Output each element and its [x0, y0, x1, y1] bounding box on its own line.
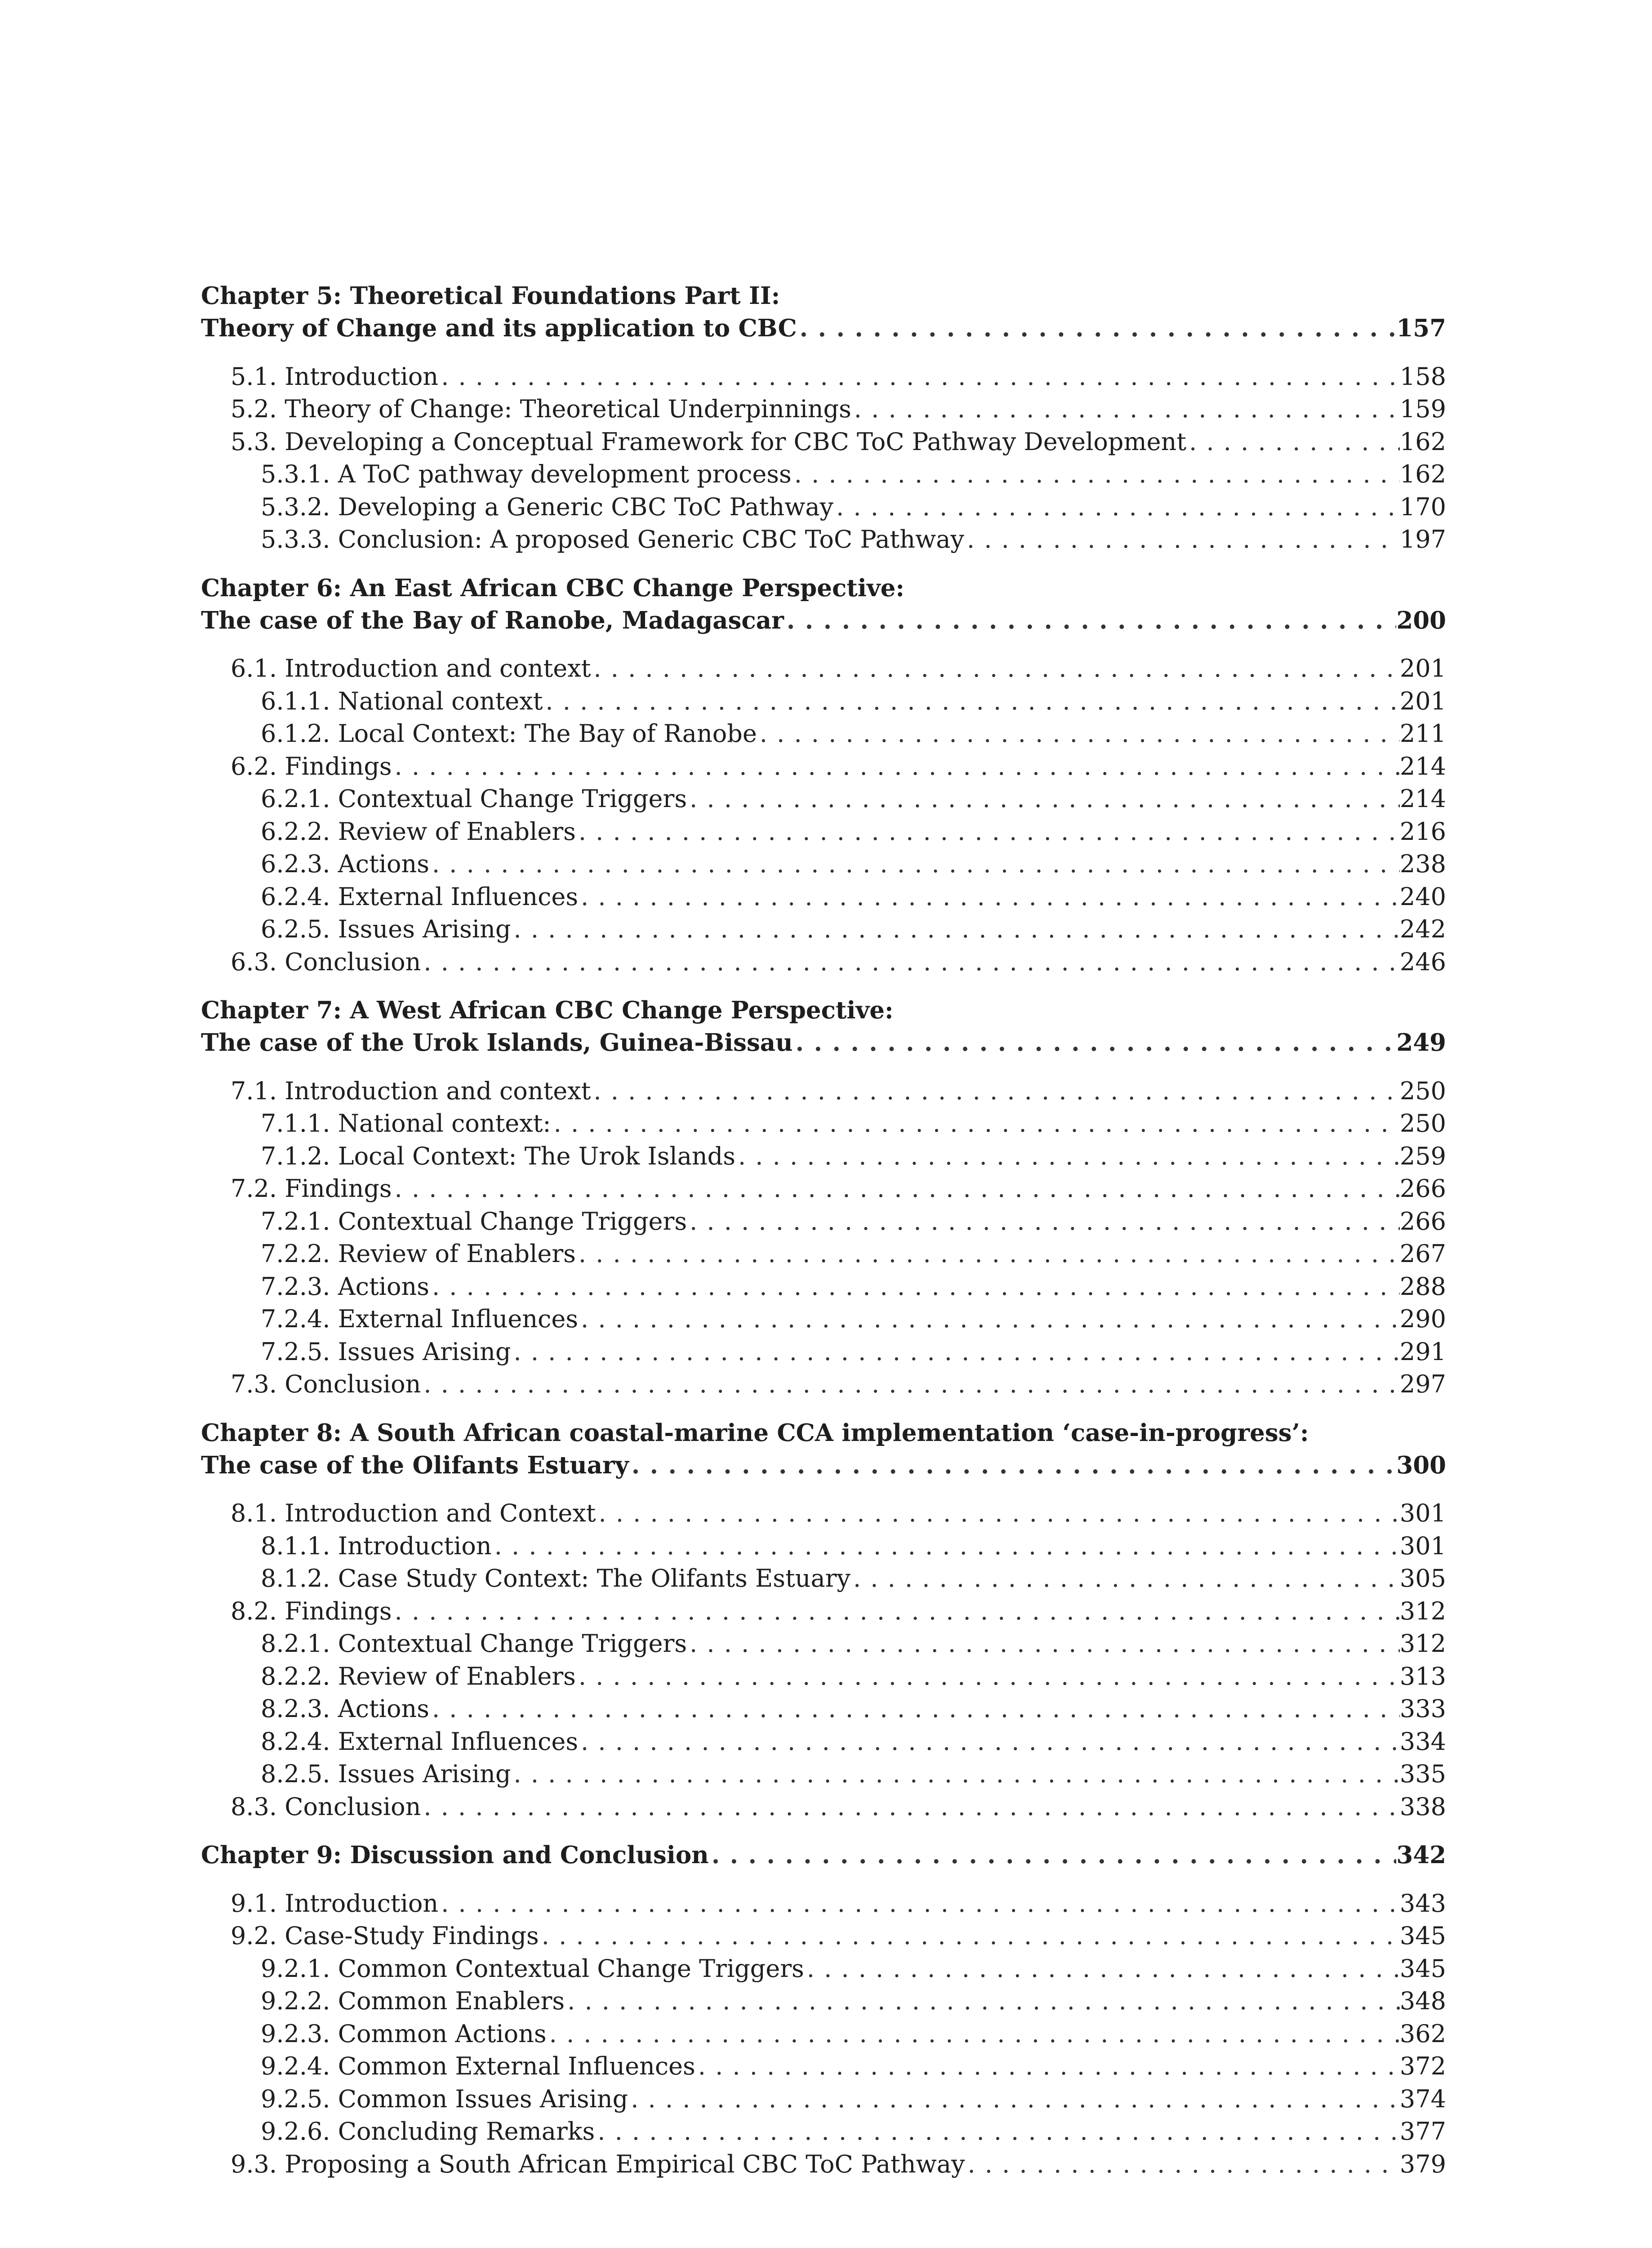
- toc-entry-title: 6.1.2. Local Context: The Bay of Ranobe: [261, 719, 757, 748]
- toc-entry: [261, 1562, 1446, 1595]
- dot-leader: [429, 1271, 1400, 1303]
- toc-entry-title: 7.2.1. Contextual Change Triggers: [261, 1207, 687, 1236]
- dot-leader: [578, 881, 1400, 913]
- toc-entry-title: 8.2.2. Review of Enablers: [261, 1662, 576, 1690]
- toc-entry: [261, 1693, 1446, 1725]
- toc-entry: [261, 2050, 1446, 2083]
- toc-page-number: 297: [1399, 1370, 1446, 1398]
- toc-page-number: 266: [1399, 1174, 1446, 1203]
- toc-chapter-heading: [201, 312, 1446, 344]
- toc-entry: [231, 2148, 1446, 2181]
- toc-entry: [231, 1920, 1446, 1952]
- toc-entry: [261, 491, 1446, 523]
- toc-entry: [261, 1628, 1446, 1660]
- toc-page-number: 362: [1399, 2020, 1446, 2048]
- toc-entry-title: 9.3. Proposing a South African Empirical CBC ToC Pathway: [231, 2150, 965, 2178]
- toc-page-number: 300: [1396, 1451, 1446, 1479]
- dot-leader: [576, 1238, 1400, 1270]
- toc-entry-title: Chapter 9: Discussion and Conclusion: [201, 1841, 709, 1869]
- toc-page-number: 216: [1399, 817, 1446, 846]
- toc-entry-title: Theory of Change and its application to CBC: [201, 314, 797, 342]
- toc-page-number: 377: [1399, 2117, 1446, 2145]
- toc-page-number: 162: [1399, 460, 1446, 488]
- toc-entry-title: 8.2.5. Issues Arising: [261, 1760, 511, 1788]
- toc-entry: [261, 523, 1446, 556]
- toc-entry: [231, 652, 1446, 685]
- toc-entry-title: 8.2.1. Contextual Change Triggers: [261, 1629, 687, 1658]
- toc-page-number: 345: [1399, 1922, 1446, 1950]
- dot-leader: [578, 1303, 1400, 1335]
- toc-entry: [261, 1985, 1446, 2017]
- toc-page-number: 197: [1399, 525, 1446, 553]
- toc-entry: [261, 2083, 1446, 2115]
- dot-leader: [695, 2050, 1400, 2083]
- toc-entry: [231, 1497, 1446, 1530]
- toc-chapter-heading: [201, 604, 1446, 637]
- dot-leader: [429, 848, 1400, 880]
- toc-page-number: 170: [1399, 493, 1446, 521]
- dot-leader: [511, 913, 1400, 946]
- toc-entry-title: 9.2.4. Common External Influences: [261, 2052, 695, 2080]
- dot-leader: [539, 1920, 1400, 1952]
- toc-entry-title: 9.2.2. Common Enablers: [261, 1987, 565, 2015]
- toc-entry: [261, 913, 1446, 946]
- dot-leader: [392, 750, 1400, 783]
- toc-entry: [261, 685, 1446, 718]
- toc-chapter-heading: [201, 280, 1446, 312]
- dot-leader: [576, 816, 1400, 848]
- toc-entry: [261, 1238, 1446, 1270]
- toc-entry-title: 8.2.4. External Influences: [261, 1727, 579, 1756]
- dot-leader: [964, 523, 1400, 556]
- dot-leader: [687, 783, 1400, 815]
- toc-entry: [261, 1107, 1446, 1140]
- toc-entry-title: The case of the Olifants Estuary: [201, 1451, 629, 1479]
- toc-entry-title: 7.2.2. Review of Enablers: [261, 1240, 576, 1268]
- toc-page-number: 338: [1399, 1793, 1446, 1821]
- toc-entry-title: 8.2. Findings: [231, 1597, 392, 1625]
- toc-entry: [231, 750, 1446, 783]
- toc-page-number: 238: [1399, 850, 1446, 878]
- dot-leader: [421, 1791, 1400, 1823]
- toc-entry-title: 8.1.1. Introduction: [261, 1532, 492, 1560]
- dot-leader: [543, 685, 1400, 718]
- toc-entry-title: 5.3.1. A ToC pathway development process: [261, 460, 792, 488]
- toc-entry-title: 6.2.4. External Influences: [261, 883, 579, 911]
- toc-page-number: 240: [1399, 883, 1446, 911]
- toc-page-number: 342: [1396, 1841, 1446, 1869]
- toc-entry: [261, 1205, 1446, 1238]
- toc-page-number: 345: [1399, 1954, 1446, 1983]
- toc-entry-title: 7.2.3. Actions: [261, 1272, 429, 1301]
- toc-entry: [231, 1595, 1446, 1628]
- dot-leader: [629, 1449, 1397, 1481]
- toc-entry-title: 5.3.2. Developing a Generic CBC ToC Pathway: [261, 493, 834, 521]
- toc-page-number: 333: [1399, 1695, 1446, 1723]
- toc-entry-title: 7.2. Findings: [231, 1174, 392, 1203]
- toc-page-number: 242: [1399, 915, 1446, 943]
- toc-page-number: 158: [1399, 362, 1446, 391]
- toc-entry-title: 8.2.3. Actions: [261, 1695, 429, 1723]
- dot-leader: [511, 1336, 1400, 1368]
- toc-entry-title: 9.1. Introduction: [231, 1889, 439, 1918]
- toc-entry: [231, 1791, 1446, 1823]
- dot-leader: [511, 1758, 1400, 1790]
- toc-entry-title: 7.2.5. Issues Arising: [261, 1338, 511, 1366]
- toc-chapter-heading: [201, 1839, 1446, 1871]
- toc-page-number: 250: [1399, 1109, 1446, 1137]
- dot-leader: [392, 1173, 1400, 1205]
- toc-entry: [231, 393, 1446, 425]
- toc-entry: [261, 1271, 1446, 1303]
- dot-leader: [421, 1368, 1400, 1401]
- toc-page-number: 335: [1399, 1760, 1446, 1788]
- toc-entry: [231, 426, 1446, 458]
- toc-page-number: 266: [1399, 1207, 1446, 1236]
- toc-page-number: 211: [1399, 719, 1446, 748]
- toc-entry: [261, 458, 1446, 491]
- toc-entry: [261, 1336, 1446, 1368]
- dot-leader: [804, 1953, 1400, 1985]
- toc-entry-title: 9.2.1. Common Contextual Change Triggers: [261, 1954, 804, 1983]
- dot-leader: [833, 491, 1400, 523]
- toc-entry-title: 9.2.3. Common Actions: [261, 2020, 547, 2048]
- dot-leader: [551, 1107, 1400, 1140]
- dot-leader: [438, 361, 1400, 393]
- toc-entry-title: The case of the Urok Islands, Guinea-Bissau: [201, 1029, 793, 1057]
- toc-entry-title: 5.3.3. Conclusion: A proposed Generic CBC ToC Pathway: [261, 525, 964, 553]
- toc-entry-title: Chapter 7: A West African CBC Change Perspective:: [201, 996, 894, 1024]
- toc-entry: [231, 1368, 1446, 1401]
- toc-page-number: 290: [1399, 1305, 1446, 1333]
- dot-leader: [591, 652, 1400, 685]
- toc-entry: [261, 816, 1446, 848]
- dot-leader: [735, 1140, 1400, 1173]
- toc-chapter-heading: [201, 1026, 1446, 1059]
- toc-page-number: 312: [1399, 1629, 1446, 1658]
- toc-page-number: 200: [1396, 607, 1446, 634]
- toc-entry-title: 9.2.6. Concluding Remarks: [261, 2117, 595, 2145]
- toc-page-number: 288: [1399, 1272, 1446, 1301]
- toc-entry-title: 9.2.5. Common Issues Arising: [261, 2085, 628, 2113]
- toc-page-number: 249: [1396, 1029, 1446, 1057]
- toc-entry: [261, 1953, 1446, 1985]
- toc-entry: [261, 783, 1446, 815]
- toc-entry-title: 6.1. Introduction and context: [231, 654, 591, 682]
- dot-leader: [851, 393, 1400, 425]
- toc-chapter-heading: [201, 1417, 1446, 1449]
- toc-page-number: 301: [1399, 1499, 1446, 1527]
- toc-entry: [261, 1726, 1446, 1758]
- toc-entry: [261, 1530, 1446, 1562]
- dot-leader: [709, 1839, 1397, 1871]
- toc-page-number: 201: [1399, 687, 1446, 715]
- toc-page-number: 250: [1399, 1077, 1446, 1105]
- dot-leader: [421, 946, 1400, 978]
- toc-entry-title: 5.1. Introduction: [231, 362, 439, 391]
- toc-page-number: 157: [1396, 314, 1446, 342]
- dot-leader: [438, 1887, 1400, 1920]
- toc-entry-title: 6.1.1. National context: [261, 687, 543, 715]
- toc-entry: [261, 718, 1446, 750]
- toc-entry: [231, 946, 1446, 978]
- toc-entry: [261, 1660, 1446, 1693]
- toc-page-number: 214: [1399, 752, 1446, 781]
- toc-entry-title: 9.2. Case-Study Findings: [231, 1922, 539, 1950]
- toc-chapter-heading: [201, 572, 1446, 604]
- dot-leader: [797, 312, 1397, 344]
- toc-entry: [261, 1140, 1446, 1173]
- toc-entry-title: 6.2.3. Actions: [261, 850, 429, 878]
- toc-entry-title: 6.2.1. Contextual Change Triggers: [261, 785, 687, 813]
- toc-entry: [261, 848, 1446, 880]
- toc-chapter-heading: [201, 994, 1446, 1026]
- dot-leader: [757, 718, 1400, 750]
- toc-entry: [261, 881, 1446, 913]
- toc-entry: [261, 2018, 1446, 2050]
- toc-page-number: 313: [1399, 1662, 1446, 1690]
- dot-leader: [687, 1628, 1400, 1660]
- toc-page-number: 312: [1399, 1597, 1446, 1625]
- toc-entry-title: Chapter 8: A South African coastal-marine CCA implementation ‘case-in-progress’:: [201, 1419, 1309, 1447]
- toc-entry: [231, 1075, 1446, 1107]
- dot-leader: [492, 1530, 1400, 1562]
- dot-leader: [687, 1205, 1400, 1238]
- toc-page-number: 334: [1399, 1727, 1446, 1756]
- toc-entry-title: 6.3. Conclusion: [231, 948, 421, 976]
- toc-entry-title: Chapter 6: An East African CBC Change Perspective:: [201, 574, 904, 602]
- toc-entry-title: 8.1. Introduction and Context: [231, 1499, 596, 1527]
- toc-chapter-heading: [201, 1449, 1446, 1481]
- toc-page-number: 159: [1399, 395, 1446, 423]
- toc-entry: [231, 361, 1446, 393]
- toc-page-number: 348: [1399, 1987, 1446, 2015]
- dot-leader: [792, 458, 1400, 491]
- dot-leader: [1186, 426, 1400, 458]
- dot-leader: [578, 1726, 1400, 1758]
- toc-entry: [231, 1173, 1446, 1205]
- toc-page-number: 305: [1399, 1564, 1446, 1592]
- toc-entry: [261, 2115, 1446, 2148]
- toc-page-number: 162: [1399, 428, 1446, 456]
- dot-leader: [596, 1497, 1399, 1530]
- dot-leader: [576, 1660, 1400, 1693]
- toc-entry-title: 7.1. Introduction and context: [231, 1077, 591, 1105]
- toc-entry: [261, 1303, 1446, 1335]
- toc-page-number: 343: [1399, 1889, 1446, 1918]
- dot-leader: [429, 1693, 1400, 1725]
- toc-entry-title: 5.2. Theory of Change: Theoretical Underpinnings: [231, 395, 851, 423]
- dot-leader: [547, 2018, 1400, 2050]
- toc-entry-title: 6.2.2. Review of Enablers: [261, 817, 576, 846]
- dot-leader: [850, 1562, 1400, 1595]
- toc-entry-title: 7.1.2. Local Context: The Urok Islands: [261, 1142, 735, 1170]
- toc-entry-title: 7.2.4. External Influences: [261, 1305, 579, 1333]
- dot-leader: [565, 1985, 1400, 2017]
- toc-page-number: 214: [1399, 785, 1446, 813]
- toc-entry-title: 6.2. Findings: [231, 752, 392, 781]
- toc-page-number: 259: [1399, 1142, 1446, 1170]
- toc-page-number: 301: [1399, 1532, 1446, 1560]
- toc-entry-title: 8.3. Conclusion: [231, 1793, 421, 1821]
- toc-entry-title: 5.3. Developing a Conceptual Framework for CBC ToC Pathway Development: [231, 428, 1187, 456]
- toc-entry-title: 6.2.5. Issues Arising: [261, 915, 511, 943]
- dot-leader: [793, 1026, 1397, 1059]
- dot-leader: [965, 2148, 1399, 2181]
- dot-leader: [392, 1595, 1400, 1628]
- dot-leader: [784, 604, 1396, 637]
- toc-page-number: 291: [1399, 1338, 1446, 1366]
- toc-entry-title: Chapter 5: Theoretical Foundations Part II:: [201, 282, 780, 310]
- toc-entry-title: 7.1.1. National context:: [261, 1109, 551, 1137]
- toc-page-number: 374: [1399, 2085, 1446, 2113]
- toc-page-number: 372: [1399, 2052, 1446, 2080]
- dot-leader: [595, 2115, 1400, 2148]
- toc-entry: [261, 1758, 1446, 1790]
- toc-entry: [231, 1887, 1446, 1920]
- toc-entry-title: The case of the Bay of Ranobe, Madagascar: [201, 607, 784, 634]
- toc-page-number: 201: [1399, 654, 1446, 682]
- toc-entry-title: 8.1.2. Case Study Context: The Olifants Estuary: [261, 1564, 850, 1592]
- dot-leader: [591, 1075, 1400, 1107]
- dot-leader: [628, 2083, 1400, 2115]
- toc-page-number: 246: [1399, 948, 1446, 976]
- toc-page-number: 379: [1399, 2150, 1446, 2178]
- toc-page-number: 267: [1399, 1240, 1446, 1268]
- toc-entry-title: 7.3. Conclusion: [231, 1370, 421, 1398]
